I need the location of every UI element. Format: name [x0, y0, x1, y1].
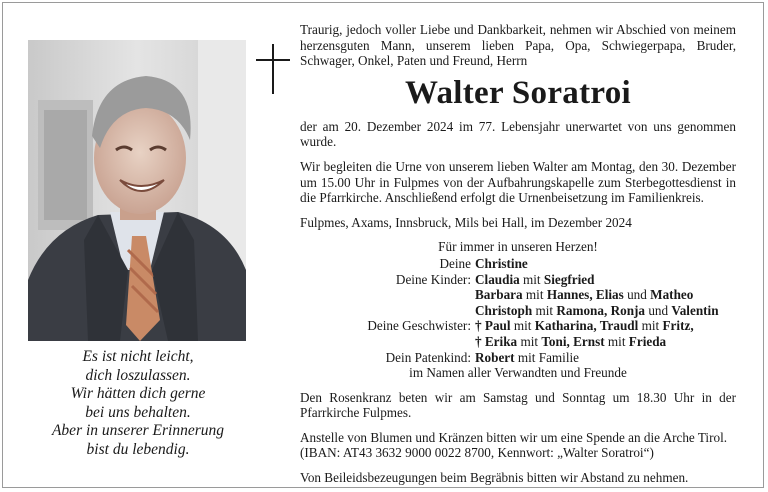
forever-text: Für immer in unseren Herzen!: [438, 239, 598, 255]
family-row: Deine Kinder: Claudia mit Siegfried: [395, 271, 595, 287]
rosary-text: Den Rosenkranz beten wir am Samstag und Sonntag um 18.30 Uhr in der Pfarrkirche Fulpmes.: [300, 389, 736, 421]
poem-line: bist du lebendig.: [86, 440, 190, 458]
places-date: Fulpmes, Axams, Innsbruck, Mils bei Hall, im Dezember 2024: [300, 214, 632, 230]
funeral-details: Wir begleiten die Urne von unserem lieben Walter am Montag, den 30. Dezember um 15.00 Uhr in Fulpmes von der Aufbahrungskapelle zum Sterbegottesdienst in die Pfarrkirche. Anschließend erfolgt die Urnenbeisetzung im Familienkreis.: [300, 158, 736, 206]
portrait-photo: [28, 40, 246, 341]
donation-line: Anstelle von Blumen und Kränzen bitten wir um eine Spende an die Arche Tirol.: [300, 429, 728, 445]
condolences-text: Von Beileidsbezeugungen beim Begräbnis bitten wir Abstand zu nehmen.: [300, 470, 689, 486]
cross-icon: [256, 44, 290, 94]
death-note: der am 20. Dezember 2024 im 77. Lebensjahr unerwartet von uns genommen wurde.: [300, 118, 736, 150]
poem-line: Wir hätten dich gerne: [70, 385, 206, 402]
poem-line: Aber in unserer Erinnerung: [51, 422, 225, 439]
poem-line: bei uns behalten.: [85, 403, 191, 421]
family-row: Christoph mit Ramona, Ronja und Valentin: [475, 302, 719, 318]
intro-text: Traurig, jedoch voller Liebe und Dankbarkeit, nehmen wir Abschied von meinem herzensguten Mann, unserem lieben Papa, Opa, Schwiegerpapa, Bruder, Schwager, Onkel, Paten und Freund, Herrn: [300, 22, 736, 69]
family-list: [300, 256, 736, 365]
relatives-text: im Namen aller Verwandten und Freunde: [409, 365, 627, 381]
family-row: Barbara mit Hannes, Elias und Matheo: [475, 287, 694, 303]
obituary-text: [300, 22, 736, 486]
family-row: Deine Geschwister: † Paul mit Katharina, Traudl mit Fritz,: [367, 318, 694, 334]
donation-iban: (IBAN: AT43 3632 9000 0022 8700, Kennwort: „Walter Soratroi“): [300, 445, 654, 461]
family-row: Dein Patenkind: Robert mit Familie: [385, 349, 580, 365]
deceased-name: Walter Soratroi: [405, 74, 631, 111]
family-row: Deine Christine: [439, 255, 528, 271]
family-row: † Erika mit Toni, Ernst mit Frieda: [475, 333, 667, 349]
poem-line: Es ist nicht leicht,: [82, 348, 194, 365]
poem-line: dich loszulassen.: [85, 366, 191, 384]
poem: [30, 348, 246, 459]
